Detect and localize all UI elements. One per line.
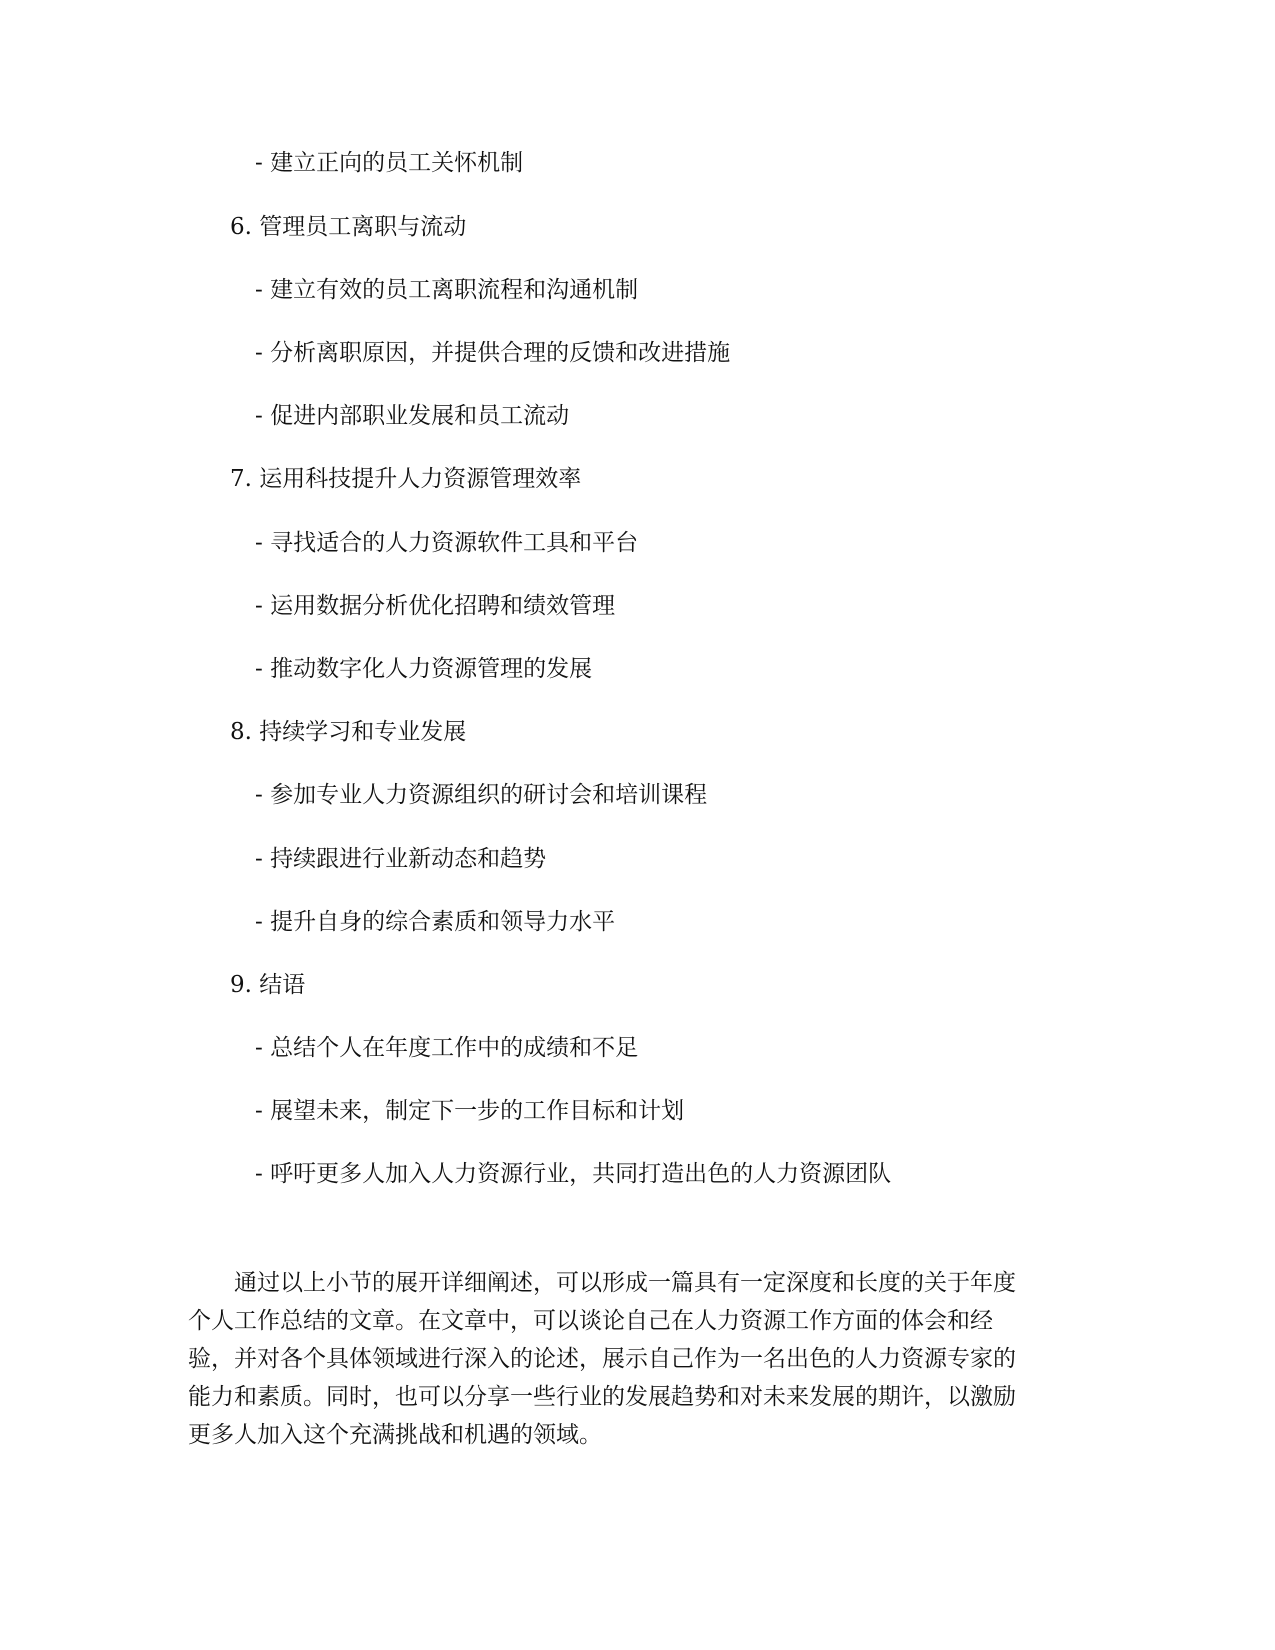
bullet-item: - 展望未来，制定下一步的工作目标和计划 xyxy=(255,1098,685,1124)
paragraph-line: 能力和素质。同时，也可以分享一些行业的发展趋势和对未来发展的期许，以激励 xyxy=(188,1384,1016,1410)
closing-paragraph xyxy=(188,1264,1098,1454)
paragraph-line: 更多人加入这个充满挑战和机遇的领域。 xyxy=(188,1422,602,1448)
bullet-item: - 促进内部职业发展和员工流动 xyxy=(255,403,570,429)
section-heading-8: 8. 持续学习和专业发展 xyxy=(230,719,467,745)
bullet-item: - 寻找适合的人力资源软件工具和平台 xyxy=(255,530,639,556)
paragraph-line: 个人工作总结的文章。在文章中，可以谈论自己在人力资源工作方面的体会和经 xyxy=(188,1308,993,1334)
bullet-item: - 分析离职原因，并提供合理的反馈和改进措施 xyxy=(255,340,731,366)
bullet-item: - 持续跟进行业新动态和趋势 xyxy=(255,846,547,872)
paragraph-line: 通过以上小节的展开详细阐述，可以形成一篇具有一定深度和长度的关于年度 xyxy=(188,1270,1016,1296)
bullet-item: - 建立正向的员工关怀机制 xyxy=(255,150,524,176)
bullet-item: - 总结个人在年度工作中的成绩和不足 xyxy=(255,1035,639,1061)
bullet-item: - 呼吁更多人加入人力资源行业，共同打造出色的人力资源团队 xyxy=(255,1161,892,1187)
bullet-item: - 提升自身的综合素质和领导力水平 xyxy=(255,909,616,935)
bullet-item: - 推动数字化人力资源管理的发展 xyxy=(255,656,593,682)
bullet-item: - 建立有效的员工离职流程和沟通机制 xyxy=(255,277,639,303)
section-heading-9: 9. 结语 xyxy=(230,972,306,998)
bullet-item: - 运用数据分析优化招聘和绩效管理 xyxy=(255,593,616,619)
section-heading-6: 6. 管理员工离职与流动 xyxy=(230,214,467,240)
section-heading-7: 7. 运用科技提升人力资源管理效率 xyxy=(230,466,582,492)
bullet-item: - 参加专业人力资源组织的研讨会和培训课程 xyxy=(255,782,708,808)
paragraph-line: 验，并对各个具体领域进行深入的论述，展示自己作为一名出色的人力资源专家的 xyxy=(188,1346,1016,1372)
